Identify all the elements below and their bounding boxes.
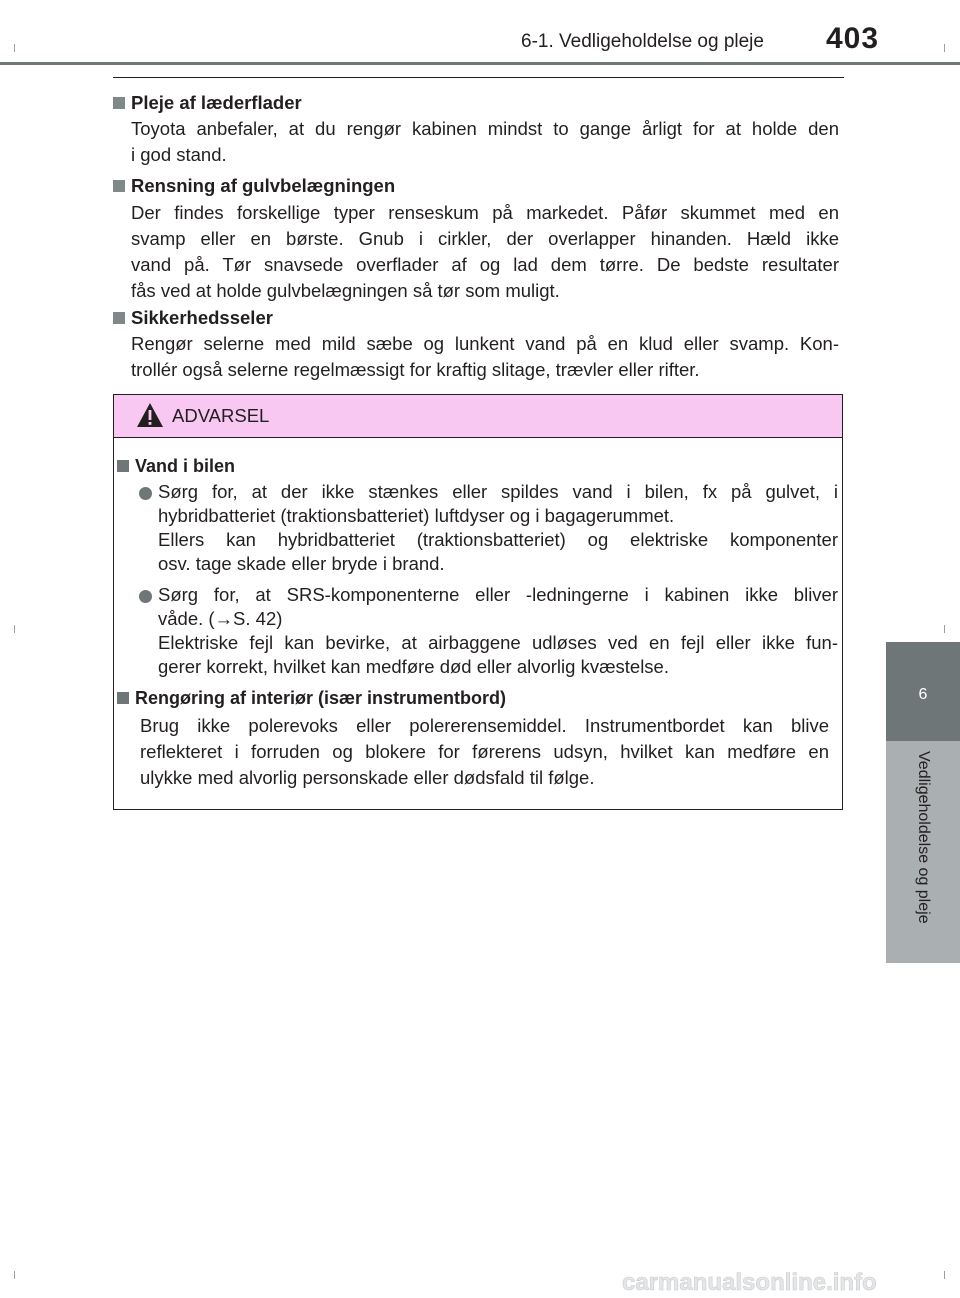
page-number: 403: [826, 22, 880, 55]
crop-mark: [14, 1271, 15, 1279]
warning-bullet-text: Sørg for, at SRS-komponenterne eller -ledningerne i kabinen ikke bliver våde. (→S. 42) Elektriske fejl kan bevirke, at airbaggene udløses ved en fejl eller ikke fun- gerer korrekt, hvilket kan medføre død eller alvorlig kvæstelse.: [158, 584, 838, 677]
chapter-tab: [886, 642, 960, 741]
section-heading: Sikkerhedsseler: [113, 305, 273, 331]
warning-topic-text: Brug ikke polerevoks eller polererensemiddel. Instrumentbordet kan blive reflekteret i forruden og blokere for førerens udsyn, hvilket kan medføre en ulykke med alvorlig personskade eller dødsfald til følge.: [140, 715, 829, 788]
crop-mark: [944, 44, 945, 52]
header-rule: [0, 62, 960, 65]
square-bullet-icon: [117, 460, 129, 472]
header-section-title: 6-1. Vedligeholdelse og pleje: [521, 31, 764, 52]
content-top-rule: [113, 77, 844, 78]
warning-header: [114, 395, 842, 438]
chapter-title-tab: [886, 741, 960, 963]
crop-mark: [14, 44, 15, 52]
section-paragraph: Toyota anbefaler, at du rengør kabinen mindst to gange årligt for at holde den i god stand.: [131, 118, 839, 165]
warning-bullet-text: Sørg for, at der ikke stænkes eller spildes vand i bilen, fx på gulvet, i hybridbatteriet (traktionsbatteriet) luftdyser og i bagagerummet. Ellers kan hybridbatteriet (traktionsbatteriet) og elektriske komponenter osv. tage skade eller bryde i brand.: [158, 481, 838, 574]
square-bullet-icon: [117, 692, 129, 704]
warning-label: ADVARSEL: [172, 405, 270, 426]
round-bullet-icon: [139, 487, 152, 500]
section-heading: Rensning af gulvbelægningen: [113, 173, 395, 199]
square-bullet-icon: [113, 97, 125, 109]
warning-topic-heading: Vand i bilen: [117, 453, 235, 479]
watermark-logo: [620, 1266, 956, 1298]
warning-triangle-icon: [136, 401, 164, 429]
crop-mark: [944, 625, 945, 633]
square-bullet-icon: [113, 312, 125, 324]
chapter-number: 6: [918, 686, 928, 703]
section-paragraph: Der findes forskellige typer renseskum på markedet. Påfør skummet med en svamp eller en børste. Gnub i cirkler, der overlapper hinanden. Hæld ikke vand på. Tør snavsede overflader af og lad dem tørre. De bedste resultater fås ved at holde gulvbelægningen så tør som muligt.: [131, 202, 839, 301]
warning-box: [113, 394, 843, 810]
section-heading: Pleje af læderflader: [113, 90, 302, 116]
square-bullet-icon: [113, 180, 125, 192]
section-paragraph: Rengør selerne med mild sæbe og lunkent vand på en klud eller svamp. Kon- trollér også selerne regelmæssigt for kraftig slitage, trævler eller rifter.: [131, 333, 839, 380]
warning-topic-heading: Rengøring af interiør (især instrumentbord): [117, 685, 506, 711]
crop-mark: [14, 625, 15, 633]
svg-text:carmanualsonline.info: carmanualsonline.info: [622, 1269, 877, 1296]
round-bullet-icon: [139, 590, 152, 603]
chapter-title: Vedligeholdelse og pleje: [915, 751, 932, 924]
